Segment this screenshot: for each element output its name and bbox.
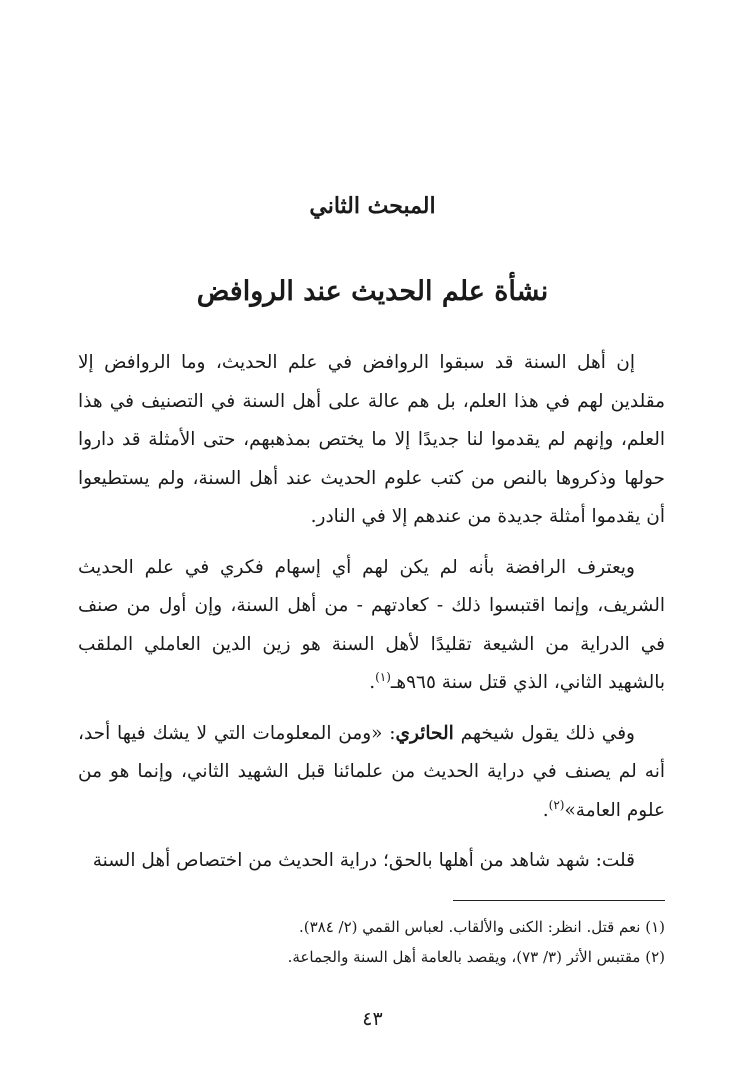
paragraph-3-end: . [542, 799, 549, 821]
paragraph-2-text: ويعترف الرافضة بأنه لم يكن لهم أي إسهام فكري في علم الحديث الشريف، وإنما اقتبسوا ذلك - كعادتهم - من أهل السنة، وإن أول من صنف في الدراية من الشيعة تقليدًا لأهل السنة هو زين الدين العاملي الملقب بالشهيد الثاني، الذي قتل سنة ٩٦٥هـ [78, 556, 665, 693]
paragraph-3 [78, 715, 665, 831]
paragraph-3-intro: وفي ذلك يقول شيخهم [460, 722, 635, 744]
scholar-name: الحائري [395, 722, 454, 744]
footnotes [78, 912, 665, 972]
chapter-title: نشأة علم الحديث عند الروافض [196, 276, 549, 307]
paragraph-2-end: . [369, 672, 376, 693]
paragraph-4: قلت: شهد شاهد من أهلها بالحق؛ دراية الحديث من اختصاص أهل السنة [92, 850, 635, 871]
paragraph-2 [78, 549, 665, 703]
page-number: ٤٣ [362, 1008, 383, 1030]
footnote-1: (١) نعم قتل. انظر: الكنى والألقاب. لعباس القمي (٢/ ٣٨٤). [298, 918, 665, 936]
footnote-divider [453, 900, 665, 901]
footnote-2: (٢) مقتبس الأثر (٣/ ٧٣)، ويقصد بالعامة أهل السنة والجماعة. [287, 948, 665, 966]
section-label: المبحث الثاني [309, 193, 436, 219]
paragraph-3-quote: : «ومن المعلومات التي لا يشك فيها أحد، أنه لم يصنف في دراية الحديث من علمائنا قبل الشهيد الثاني، وإنما هو من علوم العامة» [78, 722, 665, 821]
body-text [78, 344, 665, 881]
footnote-ref-2[interactable]: (٢) [548, 797, 565, 812]
footnote-ref-1[interactable]: (١) [375, 670, 391, 684]
paragraph-1: إن أهل السنة قد سبقوا الروافض في علم الحديث، وما الروافض إلا مقلدين لهم في هذا العلم، بل هم عالة على أهل السنة في التصنيف في هذا العلم، وإنهم لم يقدموا لنا جديدًا إلا ما يختص بمذهبهم، حتى الأمثلة قد داروا حولها وذكروها بالنص من كتب علوم الحديث عند أهل السنة، ولم يستطيعوا أن يقدموا أمثلة جديدة من عندهم إلا في النادر. [78, 352, 665, 527]
